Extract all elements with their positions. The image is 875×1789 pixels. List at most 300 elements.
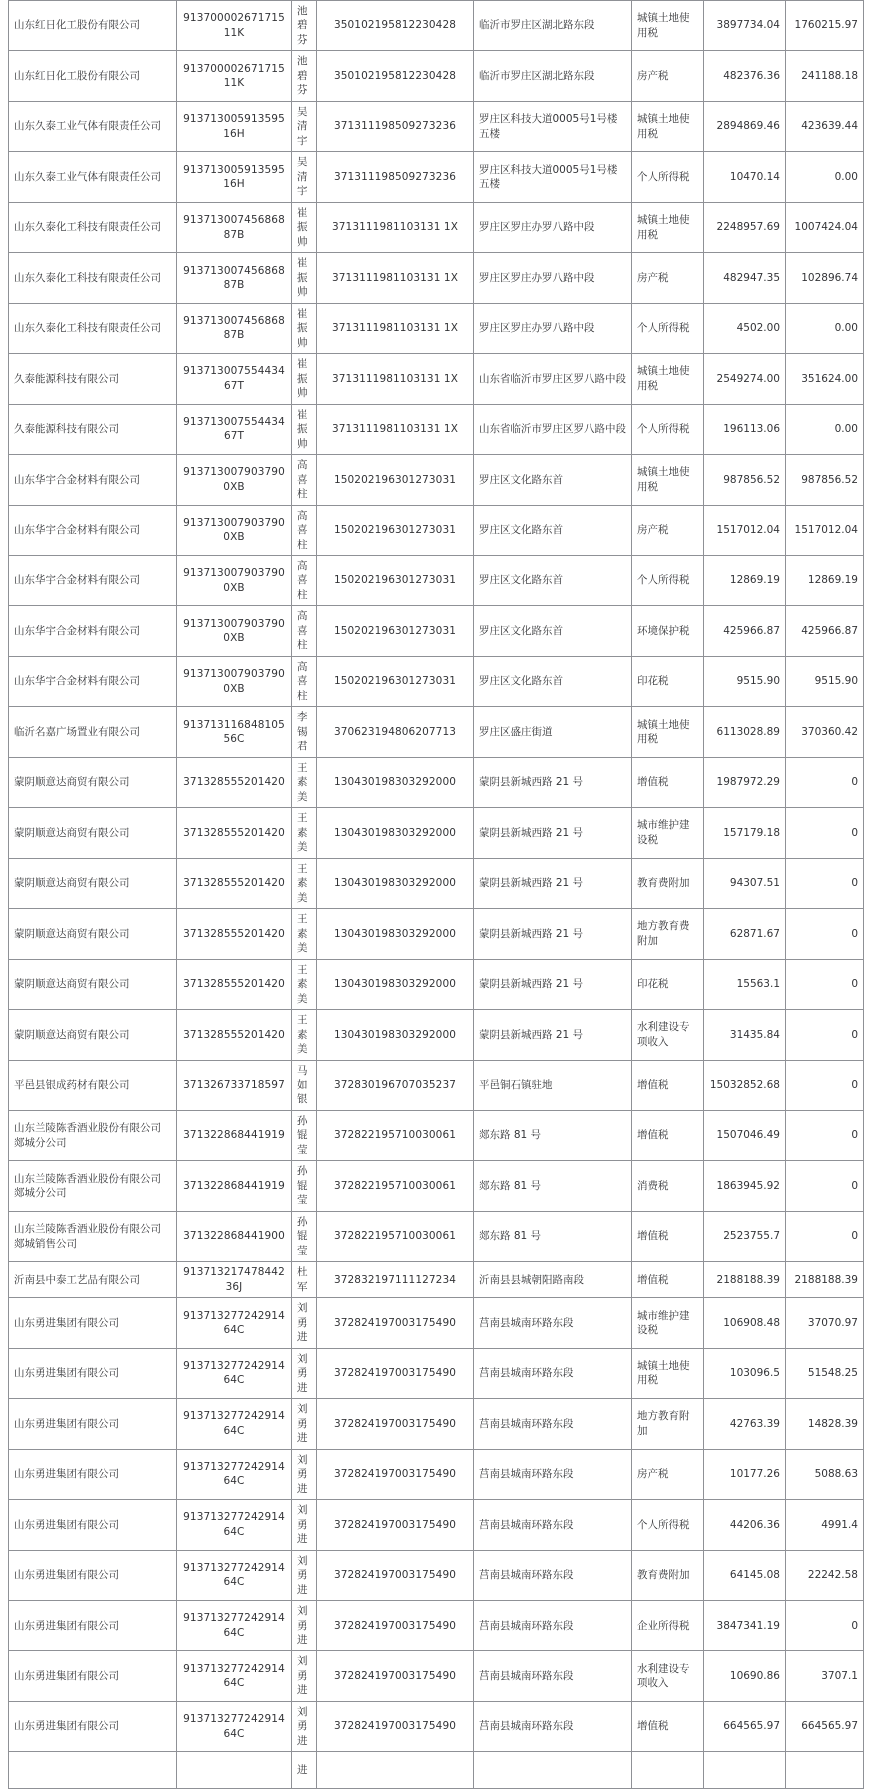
- cell-id-number: 3713111981103131 1X: [317, 253, 474, 303]
- cell-new-arrears: 37070.97: [786, 1298, 864, 1348]
- cell-taxpayer-name: 山东勇进集团有限公司: [9, 1298, 177, 1348]
- cell-taxpayer-code: 91371327724291464C: [177, 1550, 292, 1600]
- cell-address: 蒙阴县新城西路 21 号: [474, 808, 632, 858]
- cell-tax-type: 增值税: [632, 1060, 704, 1110]
- table-row: [9, 656, 864, 706]
- cell-arrears-balance: 2248957.69: [704, 202, 786, 252]
- cell-address: 莒南县城南环路东段: [474, 1651, 632, 1701]
- cell-new-arrears: 0.00: [786, 404, 864, 454]
- cell-new-arrears: 1007424.04: [786, 202, 864, 252]
- cell-address: 罗庄区罗庄办罗八路中段: [474, 202, 632, 252]
- cell-arrears-balance: 10470.14: [704, 152, 786, 202]
- cell-taxpayer-code: 371328555201420: [177, 909, 292, 959]
- cell-new-arrears: 423639.44: [786, 101, 864, 151]
- cell-address: 莒南县城南环路东段: [474, 1701, 632, 1751]
- cell-id-number: 370623194806207713: [317, 707, 474, 757]
- table-row: [9, 1262, 864, 1298]
- cell-taxpayer-code: 91371327724291464C: [177, 1500, 292, 1550]
- cell-legal-person: 王素美: [292, 959, 317, 1009]
- cell-legal-person: 刘勇进: [292, 1550, 317, 1600]
- cell-arrears-balance: 1517012.04: [704, 505, 786, 555]
- cell-id-number: [317, 1752, 474, 1789]
- cell-legal-person: 崔振帅: [292, 202, 317, 252]
- cell-id-number: 371311198509273236: [317, 152, 474, 202]
- cell-address: 罗庄区文化路东首: [474, 606, 632, 656]
- cell-legal-person: 李锡君: [292, 707, 317, 757]
- cell-legal-person: 杜军: [292, 1262, 317, 1298]
- cell-taxpayer-code: 913713007903790 0XB: [177, 505, 292, 555]
- cell-legal-person: 孙锟莹: [292, 1161, 317, 1211]
- table-row: [9, 303, 864, 353]
- cell-legal-person: 马如银: [292, 1060, 317, 1110]
- cell-legal-person: 王素美: [292, 858, 317, 908]
- cell-arrears-balance: 10690.86: [704, 1651, 786, 1701]
- cell-id-number: 130430198303292000: [317, 1010, 474, 1060]
- cell-new-arrears: 987856.52: [786, 455, 864, 505]
- cell-tax-type: 个人所得税: [632, 1500, 704, 1550]
- cell-id-number: 150202196301273031: [317, 606, 474, 656]
- table-row: [9, 1500, 864, 1550]
- cell-tax-type: 个人所得税: [632, 303, 704, 353]
- cell-arrears-balance: 2523755.7: [704, 1211, 786, 1261]
- cell-address: 罗庄区科技大道0005号1号楼五楼: [474, 101, 632, 151]
- cell-id-number: 350102195812230428: [317, 51, 474, 101]
- cell-legal-person: 崔振帅: [292, 404, 317, 454]
- cell-address: 蒙阴县新城西路 21 号: [474, 757, 632, 807]
- cell-address: 临沂市罗庄区湖北路东段: [474, 51, 632, 101]
- cell-taxpayer-code: 91371327724291464C: [177, 1601, 292, 1651]
- cell-tax-type: 教育费附加: [632, 858, 704, 908]
- cell-tax-type: 地方教育附加: [632, 1399, 704, 1449]
- cell-id-number: 130430198303292000: [317, 959, 474, 1009]
- cell-arrears-balance: 196113.06: [704, 404, 786, 454]
- cell-new-arrears: 1517012.04: [786, 505, 864, 555]
- cell-arrears-balance: 15032852.68: [704, 1060, 786, 1110]
- cell-tax-type: 城镇土地使用税: [632, 1, 704, 51]
- cell-address: 莒南县城南环路东段: [474, 1550, 632, 1600]
- cell-legal-person: 刘勇进: [292, 1651, 317, 1701]
- cell-address: 莒南县城南环路东段: [474, 1348, 632, 1398]
- table-row: [9, 505, 864, 555]
- cell-id-number: 3713111981103131 1X: [317, 354, 474, 404]
- cell-id-number: 372824197003175490: [317, 1500, 474, 1550]
- table-row: [9, 909, 864, 959]
- cell-new-arrears: 425966.87: [786, 606, 864, 656]
- cell-arrears-balance: 157179.18: [704, 808, 786, 858]
- cell-taxpayer-code: 91371300745686887B: [177, 253, 292, 303]
- cell-tax-type: 个人所得税: [632, 404, 704, 454]
- table-row: [9, 707, 864, 757]
- cell-id-number: 372830196707035237: [317, 1060, 474, 1110]
- cell-taxpayer-code: 91371321747844236J: [177, 1262, 292, 1298]
- cell-legal-person: 高喜柱: [292, 505, 317, 555]
- cell-taxpayer-name: 蒙阴顺意达商贸有限公司: [9, 858, 177, 908]
- cell-taxpayer-name: 平邑县银成药材有限公司: [9, 1060, 177, 1110]
- cell-tax-type: 房产税: [632, 505, 704, 555]
- cell-taxpayer-code: 371328555201420: [177, 959, 292, 1009]
- cell-tax-type: 城镇土地使用税: [632, 202, 704, 252]
- cell-id-number: 130430198303292000: [317, 757, 474, 807]
- cell-arrears-balance: 6113028.89: [704, 707, 786, 757]
- cell-address: 罗庄区文化路东首: [474, 555, 632, 605]
- cell-id-number: 372824197003175490: [317, 1449, 474, 1499]
- cell-tax-type: 地方教育费附加: [632, 909, 704, 959]
- cell-address: 罗庄区文化路东首: [474, 656, 632, 706]
- cell-taxpayer-name: 蒙阴顺意达商贸有限公司: [9, 808, 177, 858]
- cell-address: 莒南县城南环路东段: [474, 1399, 632, 1449]
- cell-arrears-balance: 2188188.39: [704, 1262, 786, 1298]
- cell-arrears-balance: 482947.35: [704, 253, 786, 303]
- cell-taxpayer-code: 91371327724291464C: [177, 1348, 292, 1398]
- cell-tax-type: 个人所得税: [632, 555, 704, 605]
- cell-taxpayer-code: 371326733718597: [177, 1060, 292, 1110]
- cell-taxpayer-name: 山东勇进集团有限公司: [9, 1348, 177, 1398]
- cell-tax-type: 房产税: [632, 253, 704, 303]
- cell-address: [474, 1752, 632, 1789]
- cell-taxpayer-name: 山东华宇合金材料有限公司: [9, 555, 177, 605]
- cell-legal-person: 王素美: [292, 1010, 317, 1060]
- cell-arrears-balance: 64145.08: [704, 1550, 786, 1600]
- cell-taxpayer-code: 371328555201420: [177, 858, 292, 908]
- cell-tax-type: 教育费附加: [632, 1550, 704, 1600]
- cell-taxpayer-name: 山东勇进集团有限公司: [9, 1500, 177, 1550]
- cell-taxpayer-code: 371328555201420: [177, 808, 292, 858]
- cell-id-number: 372824197003175490: [317, 1348, 474, 1398]
- table-row: [9, 1550, 864, 1600]
- cell-tax-type: [632, 1752, 704, 1789]
- table-row: [9, 1, 864, 51]
- cell-address: 罗庄区盛庄街道: [474, 707, 632, 757]
- cell-tax-type: 城镇土地使用税: [632, 455, 704, 505]
- cell-new-arrears: 14828.39: [786, 1399, 864, 1449]
- cell-new-arrears: 0: [786, 959, 864, 1009]
- cell-arrears-balance: 42763.39: [704, 1399, 786, 1449]
- table-body: [9, 1, 864, 1789]
- cell-id-number: 150202196301273031: [317, 555, 474, 605]
- cell-new-arrears: 0: [786, 858, 864, 908]
- cell-address: 罗庄区罗庄办罗八路中段: [474, 253, 632, 303]
- cell-id-number: 372822195710030061: [317, 1211, 474, 1261]
- cell-arrears-balance: 9515.90: [704, 656, 786, 706]
- cell-arrears-balance: 4502.00: [704, 303, 786, 353]
- cell-arrears-balance: 2894869.46: [704, 101, 786, 151]
- cell-address: 罗庄区文化路东首: [474, 455, 632, 505]
- table-row: [9, 858, 864, 908]
- cell-taxpayer-code: 91371327724291464C: [177, 1399, 292, 1449]
- table-row: [9, 757, 864, 807]
- cell-taxpayer-name: 久泰能源科技有限公司: [9, 354, 177, 404]
- cell-tax-type: 城镇土地使用税: [632, 354, 704, 404]
- cell-tax-type: 增值税: [632, 1110, 704, 1160]
- cell-legal-person: 刘勇进: [292, 1500, 317, 1550]
- cell-taxpayer-code: 913713007903790 0XB: [177, 555, 292, 605]
- cell-taxpayer-name: 临沂名嘉广场置业有限公司: [9, 707, 177, 757]
- cell-legal-person: 崔振帅: [292, 253, 317, 303]
- cell-taxpayer-code: 91370000267171511K: [177, 51, 292, 101]
- cell-taxpayer-code: 913713007903790 0XB: [177, 656, 292, 706]
- cell-taxpayer-code: 913713007903790 0XB: [177, 455, 292, 505]
- cell-taxpayer-code: 91371300591359516H: [177, 101, 292, 151]
- cell-arrears-balance: 12869.19: [704, 555, 786, 605]
- cell-tax-type: 房产税: [632, 1449, 704, 1499]
- cell-taxpayer-code: 91371311684810556C: [177, 707, 292, 757]
- cell-taxpayer-name: 山东久泰工业气体有限责任公司: [9, 101, 177, 151]
- cell-address: 罗庄区文化路东首: [474, 505, 632, 555]
- cell-arrears-balance: 1987972.29: [704, 757, 786, 807]
- cell-taxpayer-name: 山东兰陵陈香酒业股份有限公司郯城分公司: [9, 1161, 177, 1211]
- cell-taxpayer-code: 91371327724291464C: [177, 1449, 292, 1499]
- tax-arrears-table: [8, 0, 864, 1789]
- cell-tax-type: 企业所得税: [632, 1601, 704, 1651]
- table-row: [9, 606, 864, 656]
- table-row: [9, 253, 864, 303]
- cell-id-number: 150202196301273031: [317, 656, 474, 706]
- cell-address: 莒南县城南环路东段: [474, 1449, 632, 1499]
- cell-address: 蒙阴县新城西路 21 号: [474, 858, 632, 908]
- cell-id-number: 371311198509273236: [317, 101, 474, 151]
- cell-legal-person: 高喜柱: [292, 606, 317, 656]
- cell-address: 蒙阴县新城西路 21 号: [474, 909, 632, 959]
- cell-new-arrears: 370360.42: [786, 707, 864, 757]
- cell-new-arrears: 0: [786, 1060, 864, 1110]
- cell-legal-person: 高喜柱: [292, 455, 317, 505]
- table-row: [9, 1161, 864, 1211]
- cell-tax-type: 增值税: [632, 1211, 704, 1261]
- cell-taxpayer-code: 371328555201420: [177, 1010, 292, 1060]
- cell-arrears-balance: 1863945.92: [704, 1161, 786, 1211]
- cell-taxpayer-name: 蒙阴顺意达商贸有限公司: [9, 1010, 177, 1060]
- cell-arrears-balance: 3897734.04: [704, 1, 786, 51]
- cell-taxpayer-code: 913713007903790 0XB: [177, 606, 292, 656]
- cell-arrears-balance: 103096.5: [704, 1348, 786, 1398]
- cell-new-arrears: 0: [786, 909, 864, 959]
- cell-tax-type: 城镇土地使用税: [632, 101, 704, 151]
- cell-legal-person: 刘勇进: [292, 1399, 317, 1449]
- cell-legal-person: 王素美: [292, 808, 317, 858]
- cell-arrears-balance: 2549274.00: [704, 354, 786, 404]
- cell-taxpayer-name: 山东久泰化工科技有限责任公司: [9, 253, 177, 303]
- cell-legal-person: 刘勇进: [292, 1449, 317, 1499]
- cell-address: 郯东路 81 号: [474, 1211, 632, 1261]
- cell-new-arrears: 351624.00: [786, 354, 864, 404]
- cell-taxpayer-code: 91371327724291464C: [177, 1701, 292, 1751]
- cell-legal-person: 崔振帅: [292, 303, 317, 353]
- cell-new-arrears: 0.00: [786, 152, 864, 202]
- cell-address: 罗庄区科技大道0005号1号楼五楼: [474, 152, 632, 202]
- cell-taxpayer-name: 山东勇进集团有限公司: [9, 1651, 177, 1701]
- cell-address: 莒南县城南环路东段: [474, 1601, 632, 1651]
- cell-taxpayer-name: 山东华宇合金材料有限公司: [9, 505, 177, 555]
- cell-new-arrears: 0: [786, 1601, 864, 1651]
- cell-taxpayer-name: 山东华宇合金材料有限公司: [9, 455, 177, 505]
- cell-taxpayer-name: 蒙阴顺意达商贸有限公司: [9, 959, 177, 1009]
- cell-new-arrears: 0: [786, 1161, 864, 1211]
- cell-arrears-balance: 664565.97: [704, 1701, 786, 1751]
- cell-tax-type: 印花税: [632, 656, 704, 706]
- table-row: [9, 202, 864, 252]
- cell-arrears-balance: 987856.52: [704, 455, 786, 505]
- cell-tax-type: 城市维护建设税: [632, 808, 704, 858]
- cell-id-number: 150202196301273031: [317, 455, 474, 505]
- table-row: [9, 1601, 864, 1651]
- cell-id-number: 3713111981103131 1X: [317, 404, 474, 454]
- cell-new-arrears: 9515.90: [786, 656, 864, 706]
- cell-taxpayer-name: 沂南县中泰工艺品有限公司: [9, 1262, 177, 1298]
- cell-new-arrears: 0.00: [786, 303, 864, 353]
- cell-new-arrears: 4991.4: [786, 1500, 864, 1550]
- cell-legal-person: 孙锟莹: [292, 1110, 317, 1160]
- cell-arrears-balance: 10177.26: [704, 1449, 786, 1499]
- cell-new-arrears: 0: [786, 1110, 864, 1160]
- cell-legal-person: 吴清宇: [292, 152, 317, 202]
- cell-address: 蒙阴县新城西路 21 号: [474, 959, 632, 1009]
- cell-arrears-balance: 44206.36: [704, 1500, 786, 1550]
- cell-taxpayer-code: 91371300745686887B: [177, 303, 292, 353]
- cell-new-arrears: 12869.19: [786, 555, 864, 605]
- cell-taxpayer-name: 蒙阴顺意达商贸有限公司: [9, 757, 177, 807]
- cell-arrears-balance: 15563.1: [704, 959, 786, 1009]
- cell-tax-type: 城市维护建设税: [632, 1298, 704, 1348]
- table-row: [9, 1399, 864, 1449]
- cell-taxpayer-name: 山东华宇合金材料有限公司: [9, 606, 177, 656]
- cell-tax-type: 印花税: [632, 959, 704, 1009]
- cell-legal-person: 池碧芬: [292, 1, 317, 51]
- cell-id-number: 372822195710030061: [317, 1110, 474, 1160]
- cell-taxpayer-name: 山东勇进集团有限公司: [9, 1601, 177, 1651]
- cell-taxpayer-name: 山东华宇合金材料有限公司: [9, 656, 177, 706]
- cell-legal-person: 吴清宇: [292, 101, 317, 151]
- cell-tax-type: 城镇土地使用税: [632, 1348, 704, 1398]
- cell-new-arrears: 22242.58: [786, 1550, 864, 1600]
- cell-address: 罗庄区罗庄办罗八路中段: [474, 303, 632, 353]
- cell-address: 山东省临沂市罗庄区罗八路中段: [474, 354, 632, 404]
- cell-legal-person: 刘勇进: [292, 1348, 317, 1398]
- cell-id-number: 372824197003175490: [317, 1651, 474, 1701]
- cell-taxpayer-name: 山东久泰工业气体有限责任公司: [9, 152, 177, 202]
- cell-id-number: 372824197003175490: [317, 1601, 474, 1651]
- cell-new-arrears: 0: [786, 757, 864, 807]
- cell-taxpayer-name: 山东勇进集团有限公司: [9, 1449, 177, 1499]
- cell-tax-type: 水利建设专项收入: [632, 1010, 704, 1060]
- cell-taxpayer-name: 山东勇进集团有限公司: [9, 1701, 177, 1751]
- cell-legal-person: 刘勇进: [292, 1298, 317, 1348]
- cell-legal-person: 王素美: [292, 909, 317, 959]
- cell-address: 山东省临沂市罗庄区罗八路中段: [474, 404, 632, 454]
- cell-legal-person: 刘勇进: [292, 1601, 317, 1651]
- cell-legal-person: 刘勇进: [292, 1701, 317, 1751]
- cell-id-number: 372824197003175490: [317, 1399, 474, 1449]
- cell-legal-person: 池碧芬: [292, 51, 317, 101]
- table-row: [9, 455, 864, 505]
- cell-taxpayer-code: 371322868441919: [177, 1161, 292, 1211]
- cell-id-number: 130430198303292000: [317, 858, 474, 908]
- cell-id-number: 372824197003175490: [317, 1298, 474, 1348]
- cell-taxpayer-name: 山东勇进集团有限公司: [9, 1550, 177, 1600]
- cell-tax-type: 水利建设专项收入: [632, 1651, 704, 1701]
- cell-address: 沂南县县城朝阳路南段: [474, 1262, 632, 1298]
- cell-taxpayer-name: 山东久泰化工科技有限责任公司: [9, 202, 177, 252]
- cell-id-number: 3713111981103131 1X: [317, 202, 474, 252]
- table-row: [9, 1651, 864, 1701]
- cell-taxpayer-name: 山东兰陵陈香酒业股份有限公司郯城销售公司: [9, 1211, 177, 1261]
- cell-arrears-balance: [704, 1752, 786, 1789]
- cell-taxpayer-code: 371322868441919: [177, 1110, 292, 1160]
- table-row: [9, 1701, 864, 1751]
- cell-taxpayer-code: 371328555201420: [177, 757, 292, 807]
- table-row: [9, 555, 864, 605]
- cell-new-arrears: [786, 1752, 864, 1789]
- cell-arrears-balance: 31435.84: [704, 1010, 786, 1060]
- table-row: [9, 1298, 864, 1348]
- table-row: [9, 808, 864, 858]
- cell-arrears-balance: 482376.36: [704, 51, 786, 101]
- cell-taxpayer-code: 91371300755443467T: [177, 354, 292, 404]
- cell-taxpayer-code: [177, 1752, 292, 1789]
- table-row: [9, 1211, 864, 1261]
- table-row: [9, 959, 864, 1009]
- cell-taxpayer-name: [9, 1752, 177, 1789]
- cell-legal-person: 高喜柱: [292, 656, 317, 706]
- cell-tax-type: 消费税: [632, 1161, 704, 1211]
- cell-taxpayer-code: 371322868441900: [177, 1211, 292, 1261]
- cell-id-number: 372824197003175490: [317, 1550, 474, 1600]
- cell-tax-type: 房产税: [632, 51, 704, 101]
- cell-new-arrears: 1760215.97: [786, 1, 864, 51]
- table-row: [9, 404, 864, 454]
- cell-taxpayer-code: 91371300745686887B: [177, 202, 292, 252]
- cell-address: 平邑铜石镇驻地: [474, 1060, 632, 1110]
- cell-id-number: 372822195710030061: [317, 1161, 474, 1211]
- cell-arrears-balance: 106908.48: [704, 1298, 786, 1348]
- cell-taxpayer-code: 91371300591359516H: [177, 152, 292, 202]
- cell-legal-person: 王素美: [292, 757, 317, 807]
- cell-new-arrears: 102896.74: [786, 253, 864, 303]
- cell-tax-type: 个人所得税: [632, 152, 704, 202]
- cell-address: 蒙阴县新城西路 21 号: [474, 1010, 632, 1060]
- cell-arrears-balance: 1507046.49: [704, 1110, 786, 1160]
- cell-id-number: 150202196301273031: [317, 505, 474, 555]
- cell-tax-type: 环境保护税: [632, 606, 704, 656]
- table-row: [9, 1110, 864, 1160]
- cell-taxpayer-name: 山东红日化工股份有限公司: [9, 1, 177, 51]
- cell-tax-type: 城镇土地使用税: [632, 707, 704, 757]
- cell-taxpayer-name: 山东红日化工股份有限公司: [9, 51, 177, 101]
- cell-arrears-balance: 3847341.19: [704, 1601, 786, 1651]
- cell-id-number: 350102195812230428: [317, 1, 474, 51]
- cell-new-arrears: 5088.63: [786, 1449, 864, 1499]
- cell-id-number: 372824197003175490: [317, 1701, 474, 1751]
- cell-address: 莒南县城南环路东段: [474, 1500, 632, 1550]
- cell-taxpayer-code: 91371300755443467T: [177, 404, 292, 454]
- cell-taxpayer-code: 91370000267171511K: [177, 1, 292, 51]
- cell-address: 莒南县城南环路东段: [474, 1298, 632, 1348]
- cell-tax-type: 增值税: [632, 1701, 704, 1751]
- cell-taxpayer-name: 山东勇进集团有限公司: [9, 1399, 177, 1449]
- table-row: [9, 51, 864, 101]
- cell-new-arrears: 2188188.39: [786, 1262, 864, 1298]
- cell-tax-type: 增值税: [632, 757, 704, 807]
- table-row: [9, 1060, 864, 1110]
- table-row: [9, 1752, 864, 1789]
- cell-taxpayer-code: 91371327724291464C: [177, 1298, 292, 1348]
- table-row: [9, 354, 864, 404]
- cell-new-arrears: 664565.97: [786, 1701, 864, 1751]
- table-row: [9, 1010, 864, 1060]
- cell-arrears-balance: 62871.67: [704, 909, 786, 959]
- cell-taxpayer-name: 山东兰陵陈香酒业股份有限公司郯城分公司: [9, 1110, 177, 1160]
- cell-taxpayer-code: 91371327724291464C: [177, 1651, 292, 1701]
- cell-legal-person: 孙锟莹: [292, 1211, 317, 1261]
